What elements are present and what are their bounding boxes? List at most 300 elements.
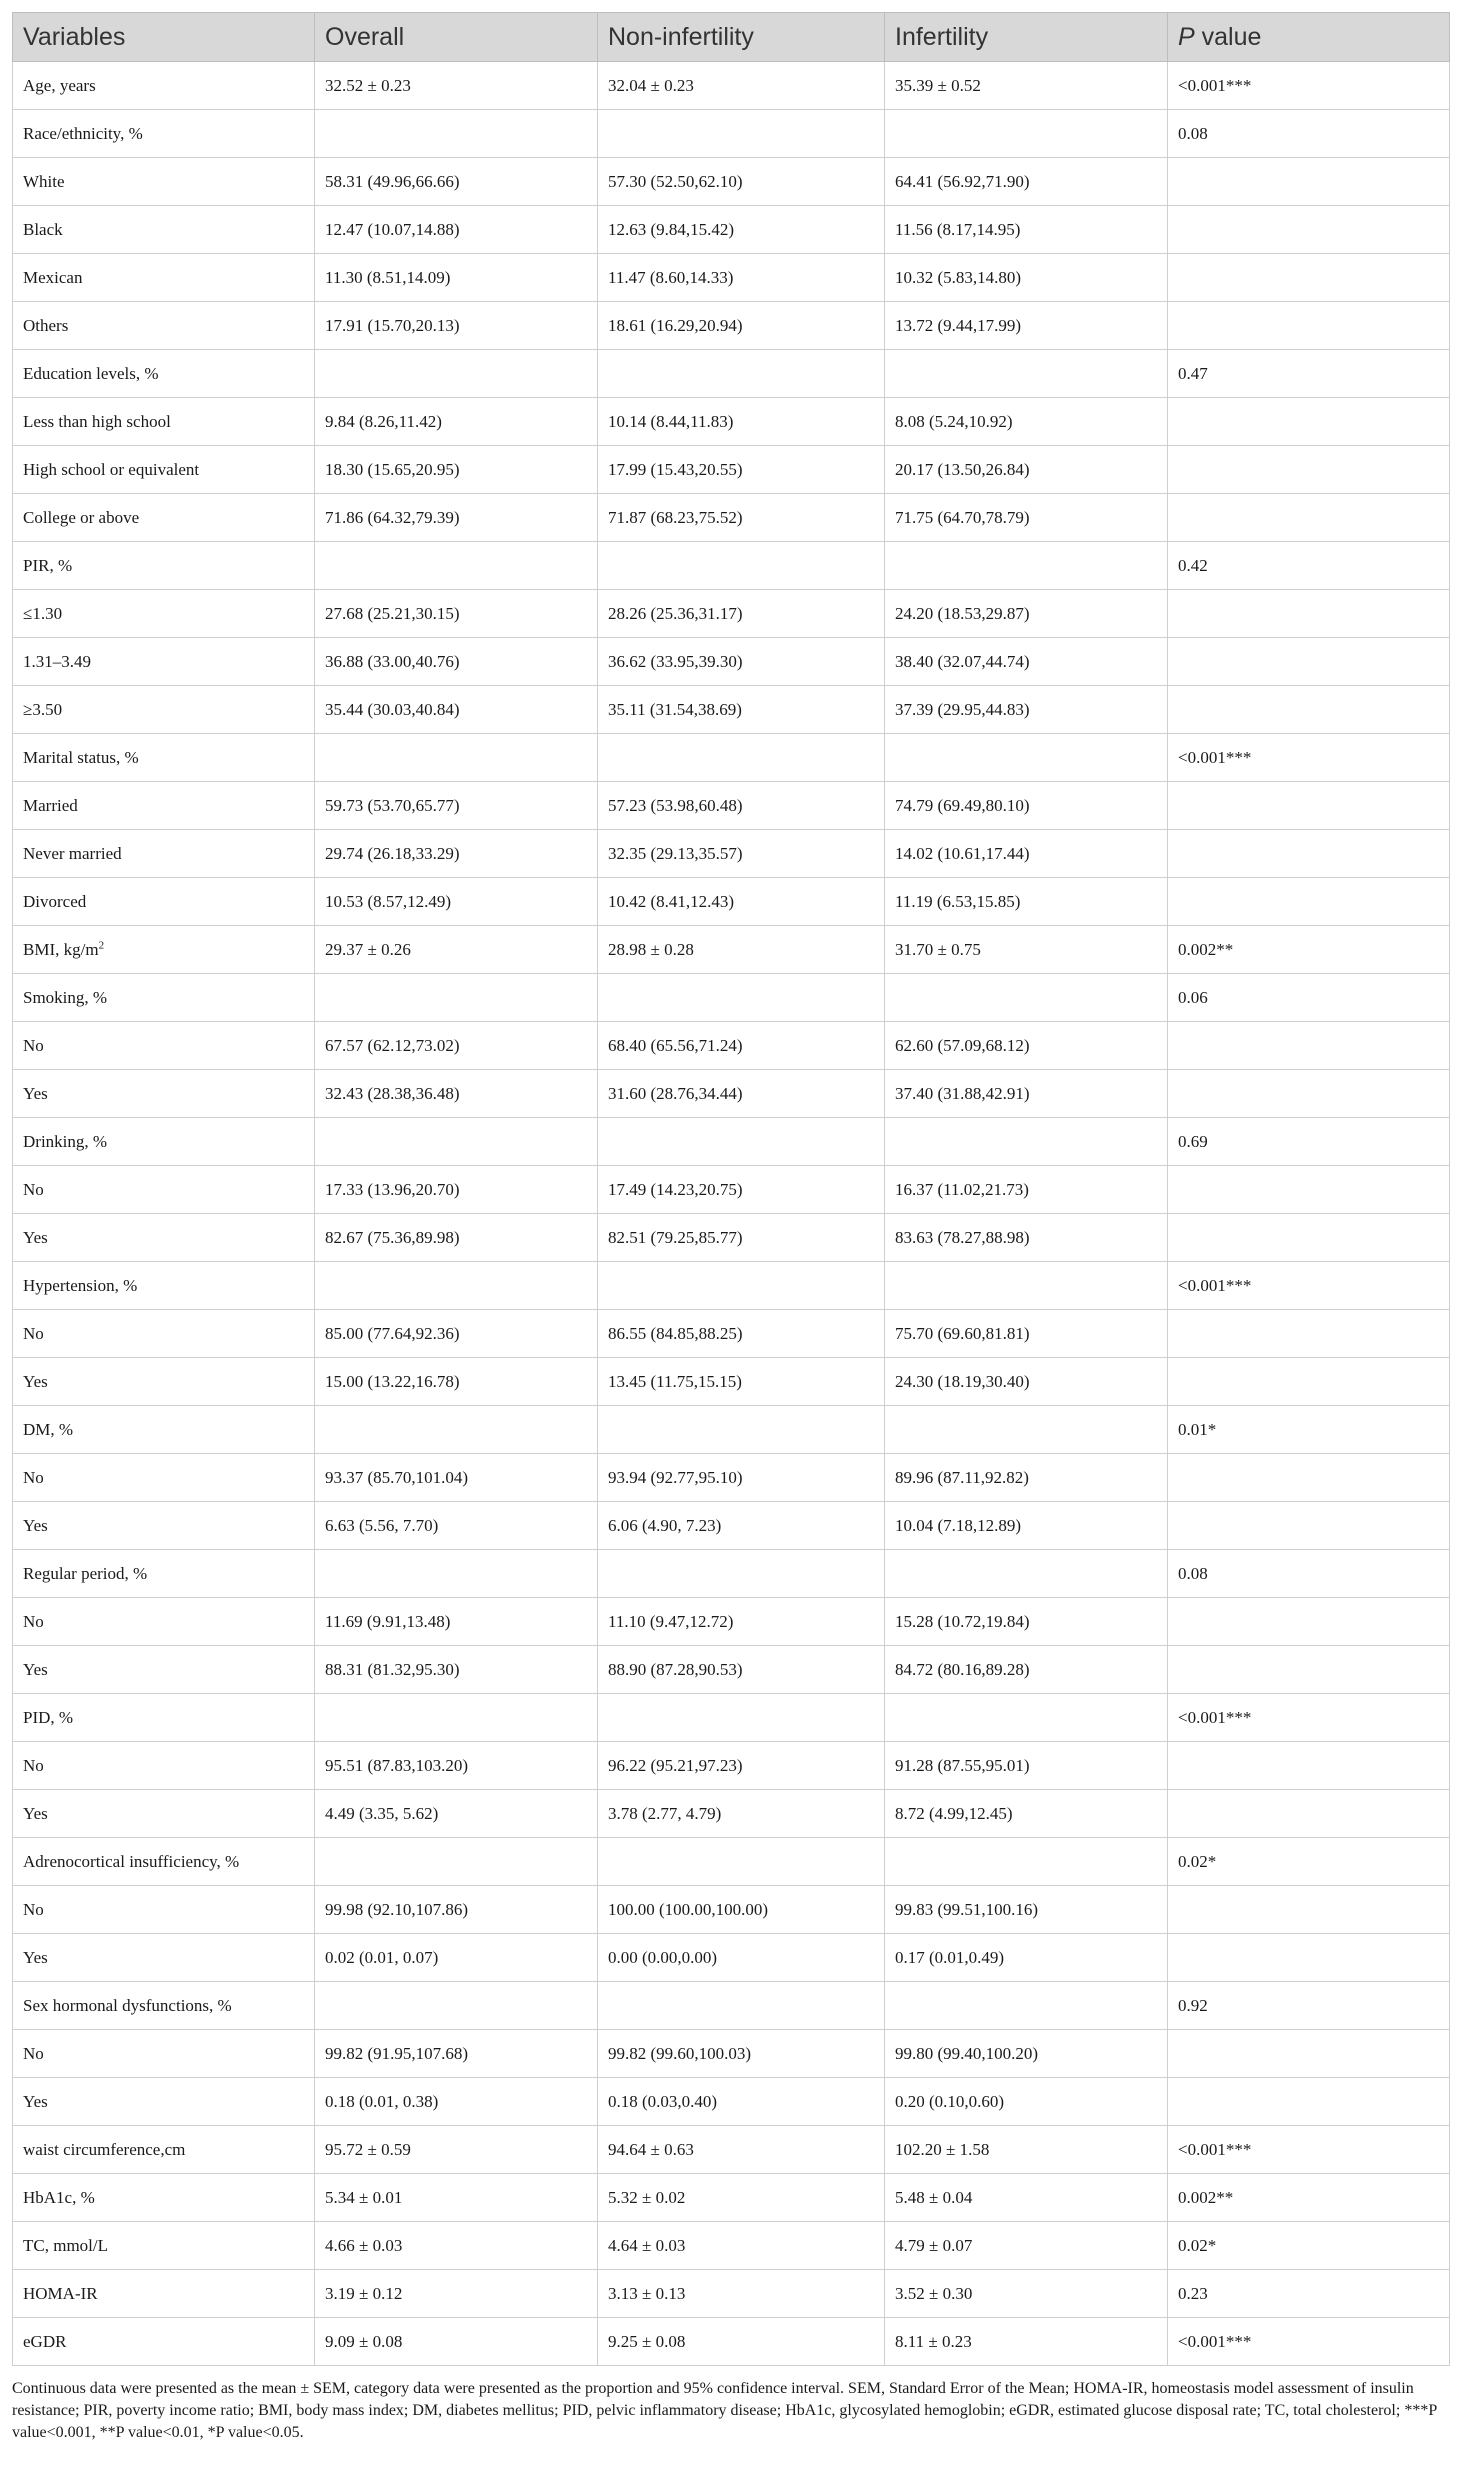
cell-non-infertility: 12.63 (9.84,15.42) bbox=[598, 206, 885, 254]
cell-infertility: 11.19 (6.53,15.85) bbox=[885, 878, 1168, 926]
table-row bbox=[13, 1022, 1450, 1070]
cell-overall bbox=[315, 350, 598, 398]
cell-text: BMI, kg/m bbox=[23, 939, 99, 959]
cell-p-value: <0.001*** bbox=[1168, 734, 1450, 782]
cell-infertility bbox=[885, 1118, 1168, 1166]
cell-p-value bbox=[1168, 1742, 1450, 1790]
table-row bbox=[13, 926, 1450, 974]
cell-overall: 5.34 ± 0.01 bbox=[315, 2174, 598, 2222]
cell-p-value bbox=[1168, 1070, 1450, 1118]
cell-infertility bbox=[885, 734, 1168, 782]
cell-overall: 18.30 (15.65,20.95) bbox=[315, 446, 598, 494]
cell-variable: Marital status, % bbox=[13, 734, 315, 782]
cell-variable: 1.31–3.49 bbox=[13, 638, 315, 686]
cell-p-value bbox=[1168, 1310, 1450, 1358]
cell-p-value bbox=[1168, 158, 1450, 206]
cell-non-infertility bbox=[598, 1838, 885, 1886]
cell-variable: Yes bbox=[13, 1214, 315, 1262]
cell-overall: 99.98 (92.10,107.86) bbox=[315, 1886, 598, 1934]
cell-p-value bbox=[1168, 206, 1450, 254]
header-variables: Variables bbox=[13, 13, 315, 62]
cell-overall bbox=[315, 1838, 598, 1886]
cell-p-value bbox=[1168, 1358, 1450, 1406]
table-row bbox=[13, 2318, 1450, 2366]
cell-infertility: 15.28 (10.72,19.84) bbox=[885, 1598, 1168, 1646]
table-row bbox=[13, 254, 1450, 302]
cell-p-value bbox=[1168, 590, 1450, 638]
cell-variable: HbA1c, % bbox=[13, 2174, 315, 2222]
cell-variable: No bbox=[13, 1454, 315, 1502]
table-body bbox=[13, 62, 1450, 2366]
cell-p-value bbox=[1168, 446, 1450, 494]
cell-non-infertility bbox=[598, 1118, 885, 1166]
cell-p-value: 0.92 bbox=[1168, 1982, 1450, 2030]
cell-p-value: 0.02* bbox=[1168, 1838, 1450, 1886]
cell-overall: 0.02 (0.01, 0.07) bbox=[315, 1934, 598, 1982]
table-header bbox=[13, 13, 1450, 62]
table-row bbox=[13, 1646, 1450, 1694]
cell-variable: Regular period, % bbox=[13, 1550, 315, 1598]
cell-p-value: <0.001*** bbox=[1168, 1262, 1450, 1310]
cell-non-infertility: 31.60 (28.76,34.44) bbox=[598, 1070, 885, 1118]
cell-overall: 99.82 (91.95,107.68) bbox=[315, 2030, 598, 2078]
cell-non-infertility: 32.35 (29.13,35.57) bbox=[598, 830, 885, 878]
cell-overall: 29.74 (26.18,33.29) bbox=[315, 830, 598, 878]
cell-p-value bbox=[1168, 2030, 1450, 2078]
cell-p-value: 0.69 bbox=[1168, 1118, 1450, 1166]
cell-overall: 4.66 ± 0.03 bbox=[315, 2222, 598, 2270]
cell-variable: No bbox=[13, 2030, 315, 2078]
cell-non-infertility: 18.61 (16.29,20.94) bbox=[598, 302, 885, 350]
cell-variable: Drinking, % bbox=[13, 1118, 315, 1166]
table-row bbox=[13, 1886, 1450, 1934]
cell-variable: ≥3.50 bbox=[13, 686, 315, 734]
cell-overall: 17.91 (15.70,20.13) bbox=[315, 302, 598, 350]
table-row bbox=[13, 1982, 1450, 2030]
cell-p-value bbox=[1168, 782, 1450, 830]
cell-infertility: 8.08 (5.24,10.92) bbox=[885, 398, 1168, 446]
table-row bbox=[13, 398, 1450, 446]
cell-variable: Hypertension, % bbox=[13, 1262, 315, 1310]
table-row bbox=[13, 2078, 1450, 2126]
cell-infertility: 14.02 (10.61,17.44) bbox=[885, 830, 1168, 878]
cell-infertility: 16.37 (11.02,21.73) bbox=[885, 1166, 1168, 1214]
cell-infertility: 74.79 (69.49,80.10) bbox=[885, 782, 1168, 830]
cell-p-value bbox=[1168, 1166, 1450, 1214]
cell-non-infertility: 57.23 (53.98,60.48) bbox=[598, 782, 885, 830]
table-row bbox=[13, 1358, 1450, 1406]
cell-variable: Age, years bbox=[13, 62, 315, 110]
cell-overall: 95.51 (87.83,103.20) bbox=[315, 1742, 598, 1790]
cell-p-value bbox=[1168, 302, 1450, 350]
cell-overall: 82.67 (75.36,89.98) bbox=[315, 1214, 598, 1262]
cell-overall: 0.18 (0.01, 0.38) bbox=[315, 2078, 598, 2126]
cell-p-value: 0.002** bbox=[1168, 926, 1450, 974]
cell-variable: Mexican bbox=[13, 254, 315, 302]
cell-variable: Yes bbox=[13, 1502, 315, 1550]
cell-variable: No bbox=[13, 1310, 315, 1358]
cell-overall: 36.88 (33.00,40.76) bbox=[315, 638, 598, 686]
cell-infertility: 24.30 (18.19,30.40) bbox=[885, 1358, 1168, 1406]
cell-infertility: 75.70 (69.60,81.81) bbox=[885, 1310, 1168, 1358]
cell-infertility: 4.79 ± 0.07 bbox=[885, 2222, 1168, 2270]
cell-non-infertility: 82.51 (79.25,85.77) bbox=[598, 1214, 885, 1262]
cell-non-infertility bbox=[598, 350, 885, 398]
cell-infertility: 83.63 (78.27,88.98) bbox=[885, 1214, 1168, 1262]
cell-non-infertility bbox=[598, 1262, 885, 1310]
baseline-characteristics-table bbox=[12, 12, 1450, 2366]
cell-overall: 67.57 (62.12,73.02) bbox=[315, 1022, 598, 1070]
cell-variable: No bbox=[13, 1166, 315, 1214]
cell-p-value bbox=[1168, 686, 1450, 734]
cell-overall: 15.00 (13.22,16.78) bbox=[315, 1358, 598, 1406]
cell-variable: No bbox=[13, 1886, 315, 1934]
cell-overall: 93.37 (85.70,101.04) bbox=[315, 1454, 598, 1502]
table-row bbox=[13, 2030, 1450, 2078]
cell-p-value: 0.02* bbox=[1168, 2222, 1450, 2270]
cell-variable: Adrenocortical insufficiency, % bbox=[13, 1838, 315, 1886]
cell-non-infertility: 94.64 ± 0.63 bbox=[598, 2126, 885, 2174]
cell-infertility bbox=[885, 1694, 1168, 1742]
cell-infertility: 0.20 (0.10,0.60) bbox=[885, 2078, 1168, 2126]
cell-variable bbox=[13, 926, 315, 974]
cell-variable: waist circumference,cm bbox=[13, 2126, 315, 2174]
cell-variable: Yes bbox=[13, 1934, 315, 1982]
cell-variable: Never married bbox=[13, 830, 315, 878]
cell-p-value bbox=[1168, 494, 1450, 542]
cell-overall: 58.31 (49.96,66.66) bbox=[315, 158, 598, 206]
cell-overall: 35.44 (30.03,40.84) bbox=[315, 686, 598, 734]
cell-variable: High school or equivalent bbox=[13, 446, 315, 494]
cell-non-infertility: 3.13 ± 0.13 bbox=[598, 2270, 885, 2318]
table-row bbox=[13, 590, 1450, 638]
cell-infertility: 13.72 (9.44,17.99) bbox=[885, 302, 1168, 350]
cell-variable: Others bbox=[13, 302, 315, 350]
cell-non-infertility: 6.06 (4.90, 7.23) bbox=[598, 1502, 885, 1550]
cell-overall: 10.53 (8.57,12.49) bbox=[315, 878, 598, 926]
table-row bbox=[13, 1502, 1450, 1550]
table-row bbox=[13, 494, 1450, 542]
cell-non-infertility: 88.90 (87.28,90.53) bbox=[598, 1646, 885, 1694]
cell-variable: Yes bbox=[13, 2078, 315, 2126]
cell-non-infertility: 71.87 (68.23,75.52) bbox=[598, 494, 885, 542]
table-row bbox=[13, 2174, 1450, 2222]
cell-infertility bbox=[885, 974, 1168, 1022]
cell-p-value bbox=[1168, 254, 1450, 302]
cell-non-infertility: 5.32 ± 0.02 bbox=[598, 2174, 885, 2222]
cell-p-value: 0.47 bbox=[1168, 350, 1450, 398]
cell-non-infertility: 11.47 (8.60,14.33) bbox=[598, 254, 885, 302]
table-row bbox=[13, 878, 1450, 926]
cell-p-value: <0.001*** bbox=[1168, 2318, 1450, 2366]
cell-infertility: 0.17 (0.01,0.49) bbox=[885, 1934, 1168, 1982]
table-row bbox=[13, 1934, 1450, 1982]
cell-p-value: 0.002** bbox=[1168, 2174, 1450, 2222]
table-row bbox=[13, 446, 1450, 494]
cell-infertility bbox=[885, 1406, 1168, 1454]
cell-non-infertility: 28.98 ± 0.28 bbox=[598, 926, 885, 974]
cell-variable: Race/ethnicity, % bbox=[13, 110, 315, 158]
cell-infertility bbox=[885, 1550, 1168, 1598]
cell-non-infertility: 35.11 (31.54,38.69) bbox=[598, 686, 885, 734]
header-non-infertility: Non-infertility bbox=[598, 13, 885, 62]
table-row bbox=[13, 542, 1450, 590]
cell-non-infertility bbox=[598, 1982, 885, 2030]
cell-p-value bbox=[1168, 1022, 1450, 1070]
cell-non-infertility: 17.99 (15.43,20.55) bbox=[598, 446, 885, 494]
cell-p-value: 0.08 bbox=[1168, 110, 1450, 158]
cell-non-infertility bbox=[598, 1406, 885, 1454]
cell-variable: HOMA-IR bbox=[13, 2270, 315, 2318]
cell-variable: Black bbox=[13, 206, 315, 254]
cell-non-infertility: 57.30 (52.50,62.10) bbox=[598, 158, 885, 206]
cell-non-infertility: 0.18 (0.03,0.40) bbox=[598, 2078, 885, 2126]
table-row bbox=[13, 2126, 1450, 2174]
cell-infertility: 8.11 ± 0.23 bbox=[885, 2318, 1168, 2366]
cell-overall: 9.84 (8.26,11.42) bbox=[315, 398, 598, 446]
cell-infertility: 10.04 (7.18,12.89) bbox=[885, 1502, 1168, 1550]
cell-overall bbox=[315, 1550, 598, 1598]
table-footnote: Continuous data were presented as the mean ± SEM, category data were presented as the proportion and 95% confidence interval. SEM, Standard Error of the Mean; HOMA-IR, homeostasis model assessment of insulin resistance; PIR, poverty income ratio; BMI, body mass index; DM, diabetes mellitus; PID, pelvic inflammatory disease; HbA1c, glycosylated hemoglobin; eGDR, estimated glucose disposal rate; TC, total cholesterol; ***P value<0.001, **P value<0.01, *P value<0.05. bbox=[12, 2380, 1437, 2441]
table-row bbox=[13, 1070, 1450, 1118]
cell-overall bbox=[315, 1982, 598, 2030]
table-row bbox=[13, 734, 1450, 782]
table-row bbox=[13, 1454, 1450, 1502]
header-infertility: Infertility bbox=[885, 13, 1168, 62]
cell-variable: PIR, % bbox=[13, 542, 315, 590]
table-row bbox=[13, 830, 1450, 878]
cell-infertility: 37.40 (31.88,42.91) bbox=[885, 1070, 1168, 1118]
cell-variable: Sex hormonal dysfunctions, % bbox=[13, 1982, 315, 2030]
table-row bbox=[13, 302, 1450, 350]
table-row bbox=[13, 1694, 1450, 1742]
cell-non-infertility: 10.14 (8.44,11.83) bbox=[598, 398, 885, 446]
cell-infertility bbox=[885, 1838, 1168, 1886]
table-row bbox=[13, 638, 1450, 686]
cell-p-value bbox=[1168, 878, 1450, 926]
header-p-value: P value bbox=[1168, 13, 1450, 62]
cell-p-value bbox=[1168, 1502, 1450, 1550]
table-row bbox=[13, 1214, 1450, 1262]
cell-infertility: 99.83 (99.51,100.16) bbox=[885, 1886, 1168, 1934]
cell-overall: 27.68 (25.21,30.15) bbox=[315, 590, 598, 638]
cell-variable: Yes bbox=[13, 1070, 315, 1118]
cell-variable: DM, % bbox=[13, 1406, 315, 1454]
table-row bbox=[13, 2270, 1450, 2318]
cell-non-infertility: 10.42 (8.41,12.43) bbox=[598, 878, 885, 926]
table-row bbox=[13, 1262, 1450, 1310]
cell-p-value: 0.23 bbox=[1168, 2270, 1450, 2318]
cell-p-value bbox=[1168, 1598, 1450, 1646]
cell-variable: ≤1.30 bbox=[13, 590, 315, 638]
cell-overall: 88.31 (81.32,95.30) bbox=[315, 1646, 598, 1694]
table-row bbox=[13, 206, 1450, 254]
table-row bbox=[13, 1598, 1450, 1646]
cell-variable: College or above bbox=[13, 494, 315, 542]
cell-infertility bbox=[885, 1982, 1168, 2030]
cell-variable: Yes bbox=[13, 1790, 315, 1838]
cell-non-infertility: 11.10 (9.47,12.72) bbox=[598, 1598, 885, 1646]
cell-non-infertility: 4.64 ± 0.03 bbox=[598, 2222, 885, 2270]
cell-infertility: 20.17 (13.50,26.84) bbox=[885, 446, 1168, 494]
table-row bbox=[13, 1406, 1450, 1454]
cell-overall: 17.33 (13.96,20.70) bbox=[315, 1166, 598, 1214]
cell-non-infertility bbox=[598, 974, 885, 1022]
cell-infertility bbox=[885, 542, 1168, 590]
table-row bbox=[13, 1166, 1450, 1214]
cell-overall bbox=[315, 110, 598, 158]
p-italic: P bbox=[1178, 22, 1195, 51]
cell-infertility: 62.60 (57.09,68.12) bbox=[885, 1022, 1168, 1070]
table-row bbox=[13, 110, 1450, 158]
cell-p-value bbox=[1168, 1886, 1450, 1934]
cell-non-infertility bbox=[598, 542, 885, 590]
cell-overall: 6.63 (5.56, 7.70) bbox=[315, 1502, 598, 1550]
cell-variable: Married bbox=[13, 782, 315, 830]
document-page bbox=[12, 12, 1449, 2444]
cell-variable: Divorced bbox=[13, 878, 315, 926]
cell-infertility bbox=[885, 1262, 1168, 1310]
cell-non-infertility: 28.26 (25.36,31.17) bbox=[598, 590, 885, 638]
cell-variable: eGDR bbox=[13, 2318, 315, 2366]
table-row bbox=[13, 974, 1450, 1022]
cell-overall bbox=[315, 734, 598, 782]
cell-overall: 59.73 (53.70,65.77) bbox=[315, 782, 598, 830]
cell-infertility: 31.70 ± 0.75 bbox=[885, 926, 1168, 974]
table-row bbox=[13, 62, 1450, 110]
cell-non-infertility bbox=[598, 110, 885, 158]
cell-infertility: 10.32 (5.83,14.80) bbox=[885, 254, 1168, 302]
cell-infertility: 3.52 ± 0.30 bbox=[885, 2270, 1168, 2318]
cell-overall: 95.72 ± 0.59 bbox=[315, 2126, 598, 2174]
cell-p-value bbox=[1168, 1646, 1450, 1694]
cell-overall bbox=[315, 1406, 598, 1454]
cell-infertility: 11.56 (8.17,14.95) bbox=[885, 206, 1168, 254]
cell-variable: No bbox=[13, 1742, 315, 1790]
cell-variable: Less than high school bbox=[13, 398, 315, 446]
cell-p-value bbox=[1168, 1790, 1450, 1838]
cell-variable: Smoking, % bbox=[13, 974, 315, 1022]
cell-infertility: 24.20 (18.53,29.87) bbox=[885, 590, 1168, 638]
cell-variable: TC, mmol/L bbox=[13, 2222, 315, 2270]
cell-overall: 3.19 ± 0.12 bbox=[315, 2270, 598, 2318]
cell-non-infertility: 17.49 (14.23,20.75) bbox=[598, 1166, 885, 1214]
cell-overall bbox=[315, 974, 598, 1022]
table-row bbox=[13, 1742, 1450, 1790]
cell-infertility: 84.72 (80.16,89.28) bbox=[885, 1646, 1168, 1694]
header-row bbox=[13, 13, 1450, 62]
cell-infertility: 5.48 ± 0.04 bbox=[885, 2174, 1168, 2222]
cell-overall: 29.37 ± 0.26 bbox=[315, 926, 598, 974]
cell-variable: PID, % bbox=[13, 1694, 315, 1742]
cell-non-infertility: 13.45 (11.75,15.15) bbox=[598, 1358, 885, 1406]
cell-overall: 4.49 (3.35, 5.62) bbox=[315, 1790, 598, 1838]
cell-non-infertility bbox=[598, 734, 885, 782]
cell-overall: 32.43 (28.38,36.48) bbox=[315, 1070, 598, 1118]
table-row bbox=[13, 782, 1450, 830]
cell-infertility: 102.20 ± 1.58 bbox=[885, 2126, 1168, 2174]
cell-p-value bbox=[1168, 1214, 1450, 1262]
cell-non-infertility: 0.00 (0.00,0.00) bbox=[598, 1934, 885, 1982]
cell-non-infertility: 100.00 (100.00,100.00) bbox=[598, 1886, 885, 1934]
cell-non-infertility bbox=[598, 1550, 885, 1598]
cell-infertility: 71.75 (64.70,78.79) bbox=[885, 494, 1168, 542]
table-row bbox=[13, 350, 1450, 398]
header-overall: Overall bbox=[315, 13, 598, 62]
cell-overall: 71.86 (64.32,79.39) bbox=[315, 494, 598, 542]
cell-p-value: <0.001*** bbox=[1168, 1694, 1450, 1742]
cell-infertility bbox=[885, 110, 1168, 158]
cell-infertility: 64.41 (56.92,71.90) bbox=[885, 158, 1168, 206]
cell-p-value: <0.001*** bbox=[1168, 2126, 1450, 2174]
cell-variable: White bbox=[13, 158, 315, 206]
cell-overall bbox=[315, 1694, 598, 1742]
cell-infertility: 38.40 (32.07,44.74) bbox=[885, 638, 1168, 686]
cell-variable: Yes bbox=[13, 1646, 315, 1694]
cell-p-value: 0.42 bbox=[1168, 542, 1450, 590]
cell-variable: No bbox=[13, 1598, 315, 1646]
superscript: 2 bbox=[98, 938, 105, 951]
cell-non-infertility: 93.94 (92.77,95.10) bbox=[598, 1454, 885, 1502]
cell-overall bbox=[315, 542, 598, 590]
cell-non-infertility: 9.25 ± 0.08 bbox=[598, 2318, 885, 2366]
cell-overall: 85.00 (77.64,92.36) bbox=[315, 1310, 598, 1358]
cell-overall: 11.30 (8.51,14.09) bbox=[315, 254, 598, 302]
cell-infertility: 91.28 (87.55,95.01) bbox=[885, 1742, 1168, 1790]
cell-variable: No bbox=[13, 1022, 315, 1070]
cell-p-value: <0.001*** bbox=[1168, 62, 1450, 110]
cell-p-value bbox=[1168, 830, 1450, 878]
cell-non-infertility: 32.04 ± 0.23 bbox=[598, 62, 885, 110]
cell-overall bbox=[315, 1262, 598, 1310]
cell-non-infertility: 99.82 (99.60,100.03) bbox=[598, 2030, 885, 2078]
table-row bbox=[13, 1118, 1450, 1166]
cell-overall: 12.47 (10.07,14.88) bbox=[315, 206, 598, 254]
cell-non-infertility: 86.55 (84.85,88.25) bbox=[598, 1310, 885, 1358]
table-row bbox=[13, 1838, 1450, 1886]
cell-variable: Education levels, % bbox=[13, 350, 315, 398]
table-row bbox=[13, 2222, 1450, 2270]
cell-p-value bbox=[1168, 638, 1450, 686]
table-row bbox=[13, 686, 1450, 734]
cell-overall: 32.52 ± 0.23 bbox=[315, 62, 598, 110]
cell-infertility: 37.39 (29.95,44.83) bbox=[885, 686, 1168, 734]
cell-non-infertility: 68.40 (65.56,71.24) bbox=[598, 1022, 885, 1070]
cell-non-infertility: 36.62 (33.95,39.30) bbox=[598, 638, 885, 686]
cell-p-value bbox=[1168, 1454, 1450, 1502]
cell-non-infertility: 3.78 (2.77, 4.79) bbox=[598, 1790, 885, 1838]
cell-p-value bbox=[1168, 398, 1450, 446]
cell-p-value bbox=[1168, 2078, 1450, 2126]
cell-infertility bbox=[885, 350, 1168, 398]
cell-overall: 11.69 (9.91,13.48) bbox=[315, 1598, 598, 1646]
table-row bbox=[13, 1550, 1450, 1598]
cell-p-value: 0.01* bbox=[1168, 1406, 1450, 1454]
table-row bbox=[13, 1310, 1450, 1358]
cell-non-infertility bbox=[598, 1694, 885, 1742]
cell-infertility: 99.80 (99.40,100.20) bbox=[885, 2030, 1168, 2078]
cell-variable: Yes bbox=[13, 1358, 315, 1406]
table-row bbox=[13, 1790, 1450, 1838]
cell-infertility: 35.39 ± 0.52 bbox=[885, 62, 1168, 110]
cell-overall: 9.09 ± 0.08 bbox=[315, 2318, 598, 2366]
cell-infertility: 8.72 (4.99,12.45) bbox=[885, 1790, 1168, 1838]
cell-non-infertility: 96.22 (95.21,97.23) bbox=[598, 1742, 885, 1790]
cell-p-value: 0.06 bbox=[1168, 974, 1450, 1022]
cell-infertility: 89.96 (87.11,92.82) bbox=[885, 1454, 1168, 1502]
cell-overall bbox=[315, 1118, 598, 1166]
cell-p-value: 0.08 bbox=[1168, 1550, 1450, 1598]
